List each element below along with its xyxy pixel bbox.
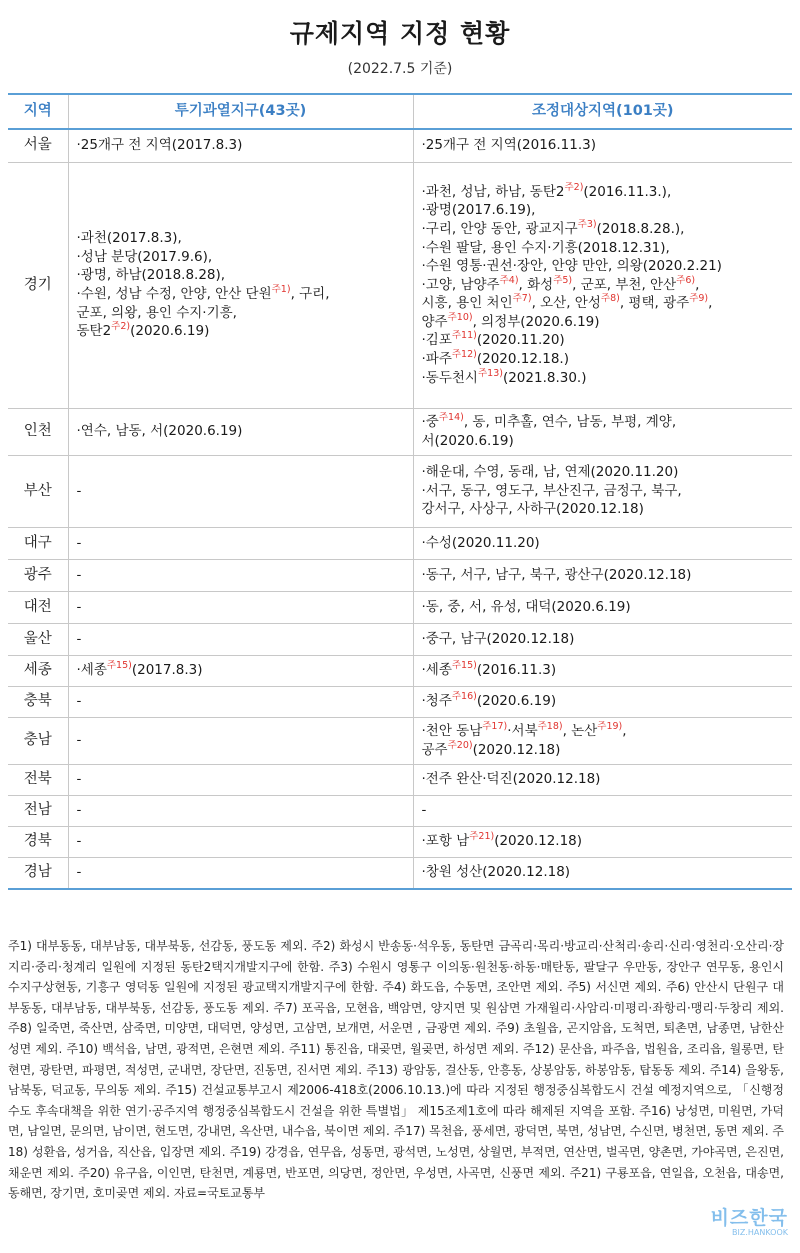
cell-text: , 논산 (562, 722, 598, 739)
table-row (8, 559, 792, 591)
watermark-sub: BIZ.HANKOOK (732, 1228, 788, 1237)
table-row (8, 857, 792, 889)
cell-text: - (76, 732, 82, 749)
region-cell: 경북 (8, 826, 68, 857)
cell-text: , (708, 295, 713, 312)
speculation-zone-cell (68, 162, 413, 408)
region-cell: 광주 (8, 559, 68, 591)
footnote-item: 주5) 서신면 제외. (567, 980, 662, 995)
footnote-marker: 주11) (451, 330, 477, 342)
cell-text: ·구리, 안양 동안, 광교지구 (421, 220, 578, 237)
footnote-item: 주12) 문산읍, 파주읍, 법원읍, 조리읍, 월롱면, 탄현면, 광탄면, 파평면, 적성면, 군내면, 장단면, 진동면, 진서면 제외. (8, 1041, 784, 1077)
footnote-marker: 주15) (451, 660, 477, 672)
cell-text: , 구리, (290, 286, 330, 302)
footnote-item: 주2) 화성시 반송동·석우동, 동탄면 금곡리·목리·방교리·산척리·송리·신리·영천리·오산리·장지리·중리·청계리 일원에 지정된 동탄2택지개발지구에 한함. (8, 939, 784, 974)
cell-text: (2020.12.18) (494, 833, 583, 850)
speculation-zone-cell (68, 129, 413, 162)
footnote-marker: 주18) (537, 720, 563, 732)
footnote-item: 주11) 통진읍, 대곶면, 월곶면, 하성면 제외. (288, 1041, 519, 1056)
cell-line (422, 220, 789, 239)
footnote-marker: 주4) (499, 274, 519, 286)
cell-text: 공주 (421, 741, 448, 758)
cell-line (77, 630, 409, 649)
footnote-marker: 주9) (689, 293, 709, 305)
footnote-item: 주19) 강경읍, 연무읍, 성동면, 광석면, 노성면, 상월면, 부적면, 연산면, 벌곡면, 양촌면, 가야곡면, 은진면, 채운면 제외. (8, 1144, 784, 1180)
region-cell: 서울 (8, 129, 68, 162)
cell-line (77, 566, 409, 585)
cell-line (77, 136, 409, 155)
cell-line (422, 183, 789, 202)
footnote-marker: 주12) (451, 349, 477, 361)
cell-text: ·동두천시 (421, 369, 478, 386)
cell-text: ·세종 (421, 662, 452, 679)
cell-text: ·과천, 성남, 하남, 동탄2 (421, 183, 565, 200)
cell-text: ·성남 분당(2017.9.6), (76, 248, 213, 265)
cell-line (77, 229, 409, 248)
speculation-zone-cell (68, 717, 413, 764)
footnote-item: 주10) 백석읍, 남면, 광적면, 은현면 제외. (66, 1041, 285, 1056)
table-header-row (8, 94, 792, 129)
cell-line (422, 534, 789, 553)
cell-text: 강서구, 사상구, 사하구(2020.12.18) (421, 501, 644, 518)
cell-text: 군포, 의왕, 용인 수지·기흥, (76, 304, 237, 321)
cell-line (422, 313, 789, 332)
page-subtitle: (2022.7.5 기준) (347, 61, 453, 77)
adjustment-zone-cell (413, 527, 792, 559)
footnote-marker: 주21) (469, 831, 495, 843)
footnote-marker: 주7) (512, 293, 532, 305)
footnote-marker: 주2) (111, 321, 131, 333)
adjustment-zone-cell (413, 717, 792, 764)
cell-text: ·25개구 전 지역(2016.11.3) (421, 137, 596, 154)
footnote-item: 주16) 낭성면, 미원면, 가덕면, 남일면, 문의면, 남이면, 현도면, 강내면, 옥산면, 내수읍, 북이면 제외. (8, 1103, 784, 1139)
table-row (8, 795, 792, 826)
footnote-item: 주17) 목천읍, 풍세면, 광덕면, 북면, 성남면, 수신면, 병천면, 동면 제외. (393, 1124, 769, 1139)
cell-line (77, 422, 409, 441)
speculation-zone-cell (68, 655, 413, 686)
adjustment-zone-cell (413, 795, 792, 826)
watermark-main: 비즈한국 (710, 1207, 788, 1229)
region-cell: 대구 (8, 527, 68, 559)
adjustment-zone-cell (413, 162, 792, 408)
footnote-item: 주8) 일죽면, 죽산면, 삼죽면, 미양면, 대덕면, 양성면, 고삼면, 보개면, 서운면 , 금광면 제외. (8, 1021, 492, 1036)
cell-text: - (76, 802, 82, 819)
cell-text: ·수원, 성남 수정, 안양, 안산 단원 (76, 286, 272, 302)
cell-line (422, 413, 789, 432)
footnote-marker: 주13) (477, 367, 503, 379)
cell-line (422, 692, 789, 711)
cell-text: ·과천(2017.8.3), (76, 230, 182, 247)
cell-line (422, 482, 789, 501)
cell-line (77, 661, 409, 680)
region-cell: 경기 (8, 162, 68, 408)
adjustment-zone-cell (413, 857, 792, 889)
cell-text: (2020.12.18.) (476, 351, 569, 368)
cell-text: ·전주 완산·덕진(2020.12.18) (421, 771, 601, 788)
cell-line (422, 257, 789, 276)
cell-line (422, 630, 789, 649)
cell-text: ·해운대, 수영, 동래, 남, 연제(2020.11.20) (421, 464, 679, 481)
region-cell: 인천 (8, 408, 68, 455)
cell-text: 시흥, 용인 처인 (421, 295, 513, 312)
cell-line (77, 285, 409, 304)
cell-line (422, 276, 789, 295)
speculation-zone-cell (68, 527, 413, 559)
region-cell: 경남 (8, 857, 68, 889)
adjustment-zone-cell (413, 129, 792, 162)
cell-line (77, 731, 409, 750)
cell-line (77, 598, 409, 617)
footnote-marker: 주5) (553, 274, 573, 286)
cell-text: - (76, 482, 82, 499)
cell-text: ·광명, 하남(2018.8.28), (76, 267, 226, 284)
cell-line (77, 248, 409, 267)
cell-text: , 동, 미추홀, 연수, 남동, 부평, 계양, (463, 413, 677, 430)
speculation-zone-cell (68, 686, 413, 717)
speculation-zone-cell (68, 559, 413, 591)
cell-line (77, 832, 409, 851)
regulation-table (8, 93, 792, 890)
cell-line (77, 801, 409, 820)
cell-text: , (695, 276, 700, 293)
cell-text: ·중구, 남구(2020.12.18) (421, 630, 575, 647)
footnote-item: 주14) 을왕동, 남북동, 덕교동, 무의동 제외. (8, 1062, 784, 1098)
table-row (8, 717, 792, 764)
table-row (8, 129, 792, 162)
cell-line (422, 863, 789, 882)
speculation-zone-cell (68, 857, 413, 889)
cell-text: , 의정부(2020.6.19) (472, 313, 600, 330)
footnote-item: 주20) 유구읍, 이인면, 탄천면, 계룡면, 반포면, 의당면, 정안면, 우성면, 사곡면, 신풍면 제외. (78, 1165, 566, 1180)
cell-text: ·중 (421, 413, 439, 430)
footnote-item: 주13) 광암동, 걸산동, 안흥동, 상봉암동, 하봉암동, 탑동동 제외. (366, 1062, 706, 1077)
cell-text: 동탄2 (76, 323, 112, 340)
table-row (8, 455, 792, 527)
cell-text: (2017.8.3) (131, 662, 203, 679)
cell-line (422, 566, 789, 585)
footnote-item: 주21) 구룡포읍, 연일읍, 오천읍, 대송면, 동해면, 장기면, 호미곶면 제외. (8, 1165, 784, 1201)
table-body (8, 129, 792, 889)
cell-text: ·25개구 전 지역(2017.8.3) (76, 137, 243, 154)
cell-text: , (622, 722, 627, 739)
cell-text: , 오산, 안성 (531, 295, 601, 312)
region-cell: 대전 (8, 591, 68, 623)
cell-line (422, 770, 789, 789)
header-adjustment-zone: 조정대상지역(101곳) (413, 94, 792, 129)
footnote-marker: 주3) (577, 218, 597, 230)
table-row (8, 623, 792, 655)
cell-line (422, 239, 789, 258)
footnote-item: 주1) 대부동동, 대부남동, 대부북동, 선감동, 풍도동 제외. (8, 939, 308, 953)
cell-text: ·수원 팔달, 용인 수지·기흥(2018.12.31), (421, 239, 670, 256)
footnote-marker: 주2) (564, 181, 584, 193)
speculation-zone-cell (68, 826, 413, 857)
cell-text: - (76, 566, 82, 583)
region-cell: 부산 (8, 455, 68, 527)
cell-line (422, 741, 789, 760)
table-row (8, 826, 792, 857)
footnote-item: 주15) 건설교통부고시 제2006-418호(2006.10.13.)에 따라 지정된 행정중심복합도시 건설 예정지역으로, 「신행정수도 후속대책을 위한 연기·공주지역 행정중심복합도시 건설을 위한 특별법」 제15조제1호에 따라 해제된 지역을 포함. (8, 1083, 784, 1118)
cell-text: (2020.6.19) (130, 323, 210, 340)
cell-line (77, 482, 409, 501)
adjustment-zone-cell (413, 408, 792, 455)
cell-text: ·포항 남 (421, 833, 470, 850)
table-row (8, 686, 792, 717)
footnote-item: 주6) 안산시 단원구 대부동동, 대부남동, 대부북동, 선감동, 풍도동 제외. (8, 980, 785, 1015)
cell-text: ·서구, 동구, 영도구, 부산진구, 금정구, 북구, (421, 482, 682, 499)
cell-text: (2016.11.3.), (583, 183, 672, 200)
speculation-zone-cell (68, 795, 413, 826)
speculation-zone-cell (68, 764, 413, 795)
region-cell: 충남 (8, 717, 68, 764)
cell-text: - (76, 864, 82, 881)
footnote-marker: 주15) (106, 660, 132, 672)
cell-text: ·천안 동남 (421, 722, 483, 739)
adjustment-zone-cell (413, 655, 792, 686)
region-cell: 울산 (8, 623, 68, 655)
cell-text: - (76, 534, 82, 551)
speculation-zone-cell (68, 591, 413, 623)
cell-text: ·청주 (421, 693, 452, 710)
cell-text: - (76, 630, 82, 647)
footnote-item: 주3) 수원시 영통구 이의동·원천동·하동·매탄동, 팔달구 우만동, 장안구 연무동, 용인시 수지구상현동, 기흥구 영덕동 일원에 지정된 광교택지개발지구에 한함. (8, 959, 784, 995)
cell-text: (2020.12.18) (472, 741, 561, 758)
cell-text: ·세종 (76, 662, 107, 679)
footnote-marker: 주20) (447, 739, 473, 751)
footnotes (8, 936, 784, 1204)
table-row (8, 162, 792, 408)
footnote-marker: 주19) (597, 720, 623, 732)
cell-text: ·파주 (421, 351, 452, 368)
adjustment-zone-cell (413, 826, 792, 857)
footnote-marker: 주14) (438, 411, 464, 423)
footnote-item: 자료=국토교통부 (173, 1186, 266, 1201)
cell-line (77, 692, 409, 711)
page-title: 규제지역 지정 현황 (289, 19, 511, 48)
cell-text: 서(2020.6.19) (421, 432, 514, 449)
footnote-marker: 주6) (676, 274, 696, 286)
cell-line (422, 432, 789, 451)
cell-text: ·고양, 남양주 (421, 276, 500, 293)
watermark-logo (711, 1203, 788, 1237)
table-row (8, 764, 792, 795)
speculation-zone-cell (68, 408, 413, 455)
cell-line (422, 661, 789, 680)
cell-text: - (421, 802, 427, 819)
cell-text: (2020.11.20) (476, 332, 565, 349)
cell-text: ·김포 (421, 332, 452, 349)
table-row (8, 408, 792, 455)
cell-line (77, 534, 409, 553)
cell-line (422, 463, 789, 482)
cell-line (422, 801, 789, 820)
cell-line (422, 369, 789, 388)
footnote-marker: 주1) (271, 284, 291, 295)
region-cell: 전북 (8, 764, 68, 795)
cell-line (422, 500, 789, 519)
cell-line (422, 832, 789, 851)
cell-text: ·수원 영통·권선·장안, 안양 만안, 의왕(2020.2.21) (421, 258, 722, 275)
region-cell: 충북 (8, 686, 68, 717)
region-cell: 세종 (8, 655, 68, 686)
adjustment-zone-cell (413, 764, 792, 795)
cell-line (77, 322, 409, 341)
cell-text: (2020.6.19) (476, 693, 557, 710)
header-speculation-zone: 투기과열지구(43곳) (68, 94, 413, 129)
cell-line (422, 201, 789, 220)
cell-text: ·연수, 남동, 서(2020.6.19) (76, 423, 243, 440)
cell-text: ·서북 (507, 722, 538, 739)
header-region: 지역 (8, 94, 68, 129)
cell-line (422, 331, 789, 350)
cell-text: ·광명(2017.6.19), (421, 202, 536, 219)
footnote-item: 주18) 성환읍, 성거읍, 직산읍, 입장면 제외. (8, 1124, 784, 1159)
cell-line (77, 266, 409, 285)
footnote-item: 주4) 화도읍, 수동면, 조안면 제외. (382, 980, 563, 995)
cell-text: (2016.11.3) (476, 662, 557, 679)
adjustment-zone-cell (413, 455, 792, 527)
speculation-zone-cell (68, 455, 413, 527)
cell-text: , 군포, 부천, 안산 (572, 276, 677, 293)
cell-text: ·수성(2020.11.20) (421, 534, 540, 551)
cell-text: - (76, 771, 82, 788)
adjustment-zone-cell (413, 559, 792, 591)
cell-text: 양주 (421, 313, 448, 330)
footnote-item: 주7) 포곡읍, 모현읍, 백암면, 양지면 및 원삼면 가재월리·사암리·미평리·좌항리·맹리·두창리 제외. (273, 1000, 784, 1015)
cell-line (77, 770, 409, 789)
cell-line (422, 294, 789, 313)
footnote-marker: 주10) (447, 311, 473, 323)
cell-line (77, 304, 409, 323)
cell-text: - (76, 693, 82, 710)
table-row (8, 527, 792, 559)
footnote-marker: 주8) (600, 293, 620, 305)
footnote-marker: 주17) (482, 720, 508, 732)
adjustment-zone-cell (413, 591, 792, 623)
cell-line (422, 136, 789, 155)
table-row (8, 591, 792, 623)
adjustment-zone-cell (413, 686, 792, 717)
footnote-marker: 주16) (451, 691, 477, 703)
cell-line (422, 722, 789, 741)
cell-text: (2021.8.30.) (502, 369, 587, 386)
cell-text: ·동구, 서구, 남구, 북구, 광산구(2020.12.18) (421, 566, 692, 583)
cell-text: ·동, 중, 서, 유성, 대덕(2020.6.19) (421, 598, 631, 615)
cell-text: (2018.8.28.), (596, 220, 685, 237)
cell-text: - (76, 598, 82, 615)
adjustment-zone-cell (413, 623, 792, 655)
speculation-zone-cell (68, 623, 413, 655)
table-row (8, 655, 792, 686)
cell-text: , 평택, 광주 (619, 295, 690, 312)
cell-line (77, 863, 409, 882)
region-cell: 전남 (8, 795, 68, 826)
cell-text: - (76, 833, 82, 850)
footnote-item: 주9) 초월읍, 곤지암읍, 도척면, 퇴촌면, 남종면, 남한산성면 제외. (8, 1021, 784, 1056)
cell-line (422, 598, 789, 617)
cell-text: ·창원 성산(2020.12.18) (421, 864, 571, 881)
cell-line (422, 350, 789, 369)
cell-text: , 화성 (518, 276, 554, 293)
